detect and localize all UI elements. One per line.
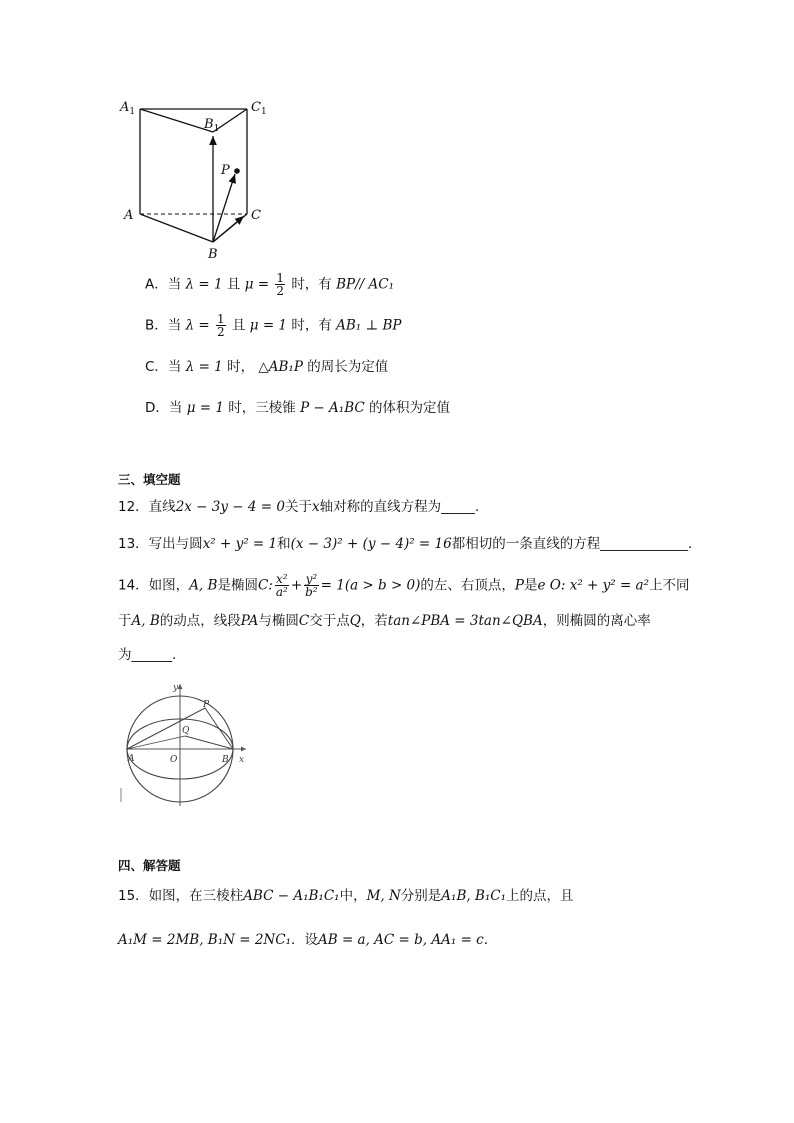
edge-a1-b1 <box>140 109 213 132</box>
ellipse-circle-figure <box>118 678 253 808</box>
label-q: Q <box>182 726 190 736</box>
question-13: 13．写出与圆x² + y² = 1和(x − 3)² + (y − 4)² = 16都相切的一条直线的方程_____________． <box>118 536 702 552</box>
vector-bp <box>213 174 235 242</box>
point-p <box>234 168 240 174</box>
question-15-line-1: 15．如图，在三棱柱ABC − A₁B₁C₁中，M, N分别是A₁B, B₁C₁上的点，且 <box>118 888 574 904</box>
question-12: 12．直线2x − 3y − 4 = 0关于x轴对称的直线方程为_____. <box>118 499 480 515</box>
label-b1: $B_1$ <box>204 117 220 134</box>
question-14-line-1: 14．如图，A, B是椭圆C: $\frac{\text{x²}}{\text{a²}}$ + $\frac{\text{y²}}{\text{b²}}$ = 1(a > b > 0)的左、右顶点，P是e O: x² + y² = a²上不同 <box>118 572 690 599</box>
option-c: C．当 λ = 1 时， △AB₁P 的周长为定值 <box>145 359 389 375</box>
label-o: O <box>170 755 178 765</box>
option-a: A．当 λ = 1 且 μ = $\frac{1}{2}$ 时，有 BP// AC₁ <box>145 271 394 298</box>
label-a: A <box>128 754 135 764</box>
section-4-title: 四、解答题 <box>118 858 181 873</box>
label-b: B <box>222 755 229 765</box>
fraction-half: $\frac{1}{2}$ <box>276 271 285 298</box>
section-3-title: 三、填空题 <box>118 472 181 487</box>
y-axis-arrow <box>178 684 183 689</box>
label-p: P <box>221 163 230 178</box>
fraction-half: $\frac{1}{2}$ <box>217 312 225 339</box>
label-c: C <box>251 208 261 223</box>
question-15-line-2: A₁M = 2MB, B₁N = 2NC₁．设AB = a, AC = b, AA₁ = c． <box>118 932 498 948</box>
edge-a-b <box>140 214 213 242</box>
option-b: B．当 λ = $\frac{1}{2}$ 且 μ = 1 时，有 AB₁ ⊥ BP <box>145 312 402 339</box>
segment-aq <box>127 736 185 749</box>
prism-figure <box>115 92 280 264</box>
segment-pa <box>127 708 205 749</box>
label-c1: $C_1$ <box>251 100 267 117</box>
option-d: D．当 μ = 1 时，三棱锥 P − A₁BC 的体积为定值 <box>145 400 450 416</box>
label-a1: $A_1$ <box>120 100 136 117</box>
fraction-x2-a2: $\frac{\text{x²}}{\text{a²}}$ <box>275 572 288 599</box>
label-x: x <box>239 755 245 765</box>
question-14-line-3: 为______. <box>118 647 177 663</box>
label-b: B <box>208 247 218 262</box>
label-p: P <box>203 700 210 710</box>
x-axis-arrow <box>241 747 246 752</box>
label-a: A <box>124 208 134 223</box>
label-y: y <box>173 683 179 693</box>
fraction-y2-b2: $\frac{\text{y²}}{\text{b²}}$ <box>305 572 318 599</box>
question-14-line-2: 于A, B的动点，线段PA与椭圆C交于点Q，若tan∠PBA = 3tan∠QBA，则椭圆的离心率 <box>118 613 651 629</box>
